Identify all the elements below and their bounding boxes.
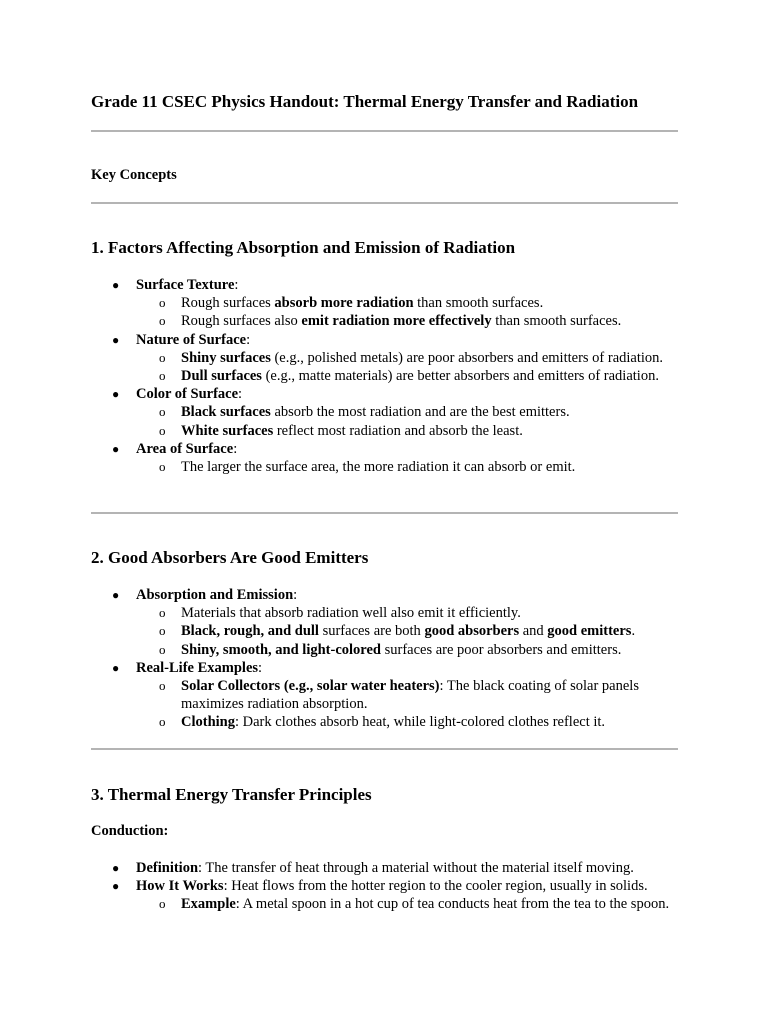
item-text: The larger the surface area, the more radiation it can absorb or emit. bbox=[181, 459, 576, 476]
section-1-heading: 1. Factors Affecting Absorption and Emission of Radiation bbox=[91, 238, 516, 257]
bullet-icon: ● bbox=[112, 660, 120, 675]
item-label: How It Works bbox=[136, 878, 224, 895]
section-1-list bbox=[91, 276, 678, 476]
divider bbox=[91, 202, 678, 204]
item-text: than smooth surfaces. bbox=[491, 313, 622, 330]
item-emphasis: Shiny surfaces bbox=[181, 349, 271, 366]
circle-bullet-icon: o bbox=[159, 714, 166, 730]
list-item bbox=[136, 349, 678, 367]
item-label: Absorption and Emission bbox=[136, 587, 294, 603]
circle-bullet-icon: o bbox=[159, 623, 166, 639]
bullet-icon: ● bbox=[112, 441, 120, 456]
item-emphasis: Black surfaces bbox=[181, 404, 271, 421]
list-item bbox=[91, 877, 678, 913]
list-item bbox=[136, 367, 678, 385]
sub-list bbox=[136, 458, 678, 476]
circle-bullet-icon: o bbox=[159, 678, 166, 694]
circle-bullet-icon: o bbox=[159, 459, 166, 475]
section-2-heading: 2. Good Absorbers Are Good Emitters bbox=[91, 548, 369, 567]
list-item bbox=[136, 622, 678, 640]
item-label: Area of Surface bbox=[136, 440, 234, 457]
list-item bbox=[136, 403, 678, 421]
item-text: than smooth surfaces. bbox=[413, 295, 544, 312]
bullet-icon: ● bbox=[112, 879, 120, 894]
item-emphasis: White surfaces bbox=[181, 422, 274, 439]
item-label: Color of Surface bbox=[136, 386, 239, 403]
sub-list bbox=[136, 604, 678, 659]
circle-bullet-icon: o bbox=[159, 404, 166, 420]
list-item bbox=[136, 713, 678, 731]
circle-bullet-icon: o bbox=[159, 641, 166, 657]
item-text: (e.g., polished metals) are poor absorbers and emitters of radiation. bbox=[270, 349, 664, 366]
list-item bbox=[136, 312, 678, 330]
sub-list bbox=[136, 895, 678, 913]
item-emphasis: absorb more radiation bbox=[274, 295, 414, 312]
bullet-icon: ● bbox=[112, 332, 120, 347]
item-text: : The transfer of heat through a material without the material itself moving. bbox=[198, 860, 634, 876]
key-concepts-heading: Key Concepts bbox=[91, 167, 177, 183]
list-item: ● Absorption and Emission: o Materials that absorb radiation well also emit it efficiently. o Black, rough, and dull surfaces are both good absorbers and good emitters. o Shiny, smooth, and light-colored surfaces are poor absorbers and emitters. bbox=[91, 586, 678, 659]
sub-list bbox=[136, 403, 678, 439]
item-text: (e.g., matte materials) are better absorbers and emitters of radiation. bbox=[261, 368, 659, 385]
item-label: Real-Life Examples bbox=[136, 659, 259, 676]
item-emphasis: good emitters bbox=[547, 623, 632, 640]
item-text: and bbox=[519, 623, 548, 640]
item-emphasis: good absorbers bbox=[424, 623, 520, 640]
item-text: : A metal spoon in a hot cup of tea conducts heat from the tea to the spoon. bbox=[235, 896, 670, 913]
list-item: ● Nature of Surface: o Shiny surfaces (e.g., polished metals) are poor absorbers and emitters of radiation. o Dull surfaces (e.g., matte materials) are better absorbers and emitters of radiation. bbox=[91, 331, 678, 386]
item-text: reflect most radiation and absorb the least. bbox=[273, 422, 523, 439]
list-item: ● Surface Texture: o Rough surfaces absorb more radiation than smooth surfaces. o Rough surfaces also emit radiation more effectively than smooth surfaces. bbox=[91, 276, 678, 331]
item-text: Rough surfaces bbox=[181, 295, 275, 312]
item-text: . bbox=[631, 623, 636, 640]
circle-bullet-icon: o bbox=[159, 313, 166, 329]
circle-bullet-icon: o bbox=[159, 295, 166, 311]
list-item bbox=[136, 422, 678, 440]
bullet-icon: ● bbox=[112, 588, 120, 602]
item-label: Nature of Surface bbox=[136, 331, 247, 348]
item-emphasis: Black, rough, and dull bbox=[181, 623, 319, 640]
section-3-heading: 3. Thermal Energy Transfer Principles bbox=[91, 785, 372, 804]
item-emphasis: Shiny, smooth, and light-colored bbox=[181, 641, 381, 658]
divider bbox=[91, 130, 678, 132]
list-item bbox=[136, 677, 678, 713]
conduction-subheading: Conduction: bbox=[91, 823, 169, 839]
item-text: surfaces are both bbox=[318, 623, 425, 640]
item-label: Definition bbox=[136, 860, 199, 876]
bullet-icon: ● bbox=[112, 861, 120, 875]
sub-list bbox=[136, 294, 678, 330]
section-3-list bbox=[91, 859, 678, 914]
sub-list bbox=[136, 349, 678, 385]
list-item bbox=[136, 604, 678, 622]
item-emphasis: Dull surfaces bbox=[181, 368, 262, 385]
item-label: Surface Texture bbox=[136, 277, 235, 293]
list-item bbox=[91, 859, 678, 877]
list-item: ● Real-Life Examples: o Solar Collectors (e.g., solar water heaters): The black coating of solar panels maximizes radiation absorption. o Clothing: Dark clothes absorb heat, while light-colored clothes reflect it. bbox=[91, 659, 678, 732]
item-emphasis: Example bbox=[181, 896, 236, 913]
list-item bbox=[136, 294, 678, 312]
item-text: : Dark clothes absorb heat, while light-colored clothes reflect it. bbox=[235, 714, 606, 731]
item-text: Materials that absorb radiation well also emit it efficiently. bbox=[181, 605, 521, 622]
sub-list bbox=[136, 677, 678, 732]
section-2-list bbox=[91, 586, 678, 732]
item-text: absorb the most radiation and are the best emitters. bbox=[270, 404, 570, 421]
document-title: Grade 11 CSEC Physics Handout: Thermal Energy Transfer and Radiation bbox=[91, 92, 639, 111]
circle-bullet-icon: o bbox=[159, 422, 166, 438]
circle-bullet-icon: o bbox=[159, 896, 166, 912]
divider bbox=[91, 748, 678, 750]
list-item bbox=[136, 641, 678, 659]
list-item bbox=[136, 895, 678, 913]
item-text: : The black coating of solar panels maximizes radiation absorption. bbox=[181, 678, 639, 713]
item-emphasis: Clothing bbox=[181, 714, 235, 731]
circle-bullet-icon: o bbox=[159, 605, 166, 621]
divider bbox=[91, 512, 678, 514]
item-text: : Heat flows from the hotter region to the cooler region, usually in solids. bbox=[223, 878, 648, 895]
circle-bullet-icon: o bbox=[159, 349, 166, 365]
list-item: ● Area of Surface: o The larger the surface area, the more radiation it can absorb or emit. bbox=[91, 440, 678, 476]
item-emphasis: Solar Collectors (e.g., solar water heaters) bbox=[181, 678, 440, 695]
bullet-icon: ● bbox=[112, 278, 120, 292]
item-emphasis: emit radiation more effectively bbox=[301, 313, 492, 330]
bullet-icon: ● bbox=[112, 387, 120, 402]
list-item: ● Color of Surface: o Black surfaces absorb the most radiation and are the best emitters. o White surfaces reflect most radiation and absorb the least. bbox=[91, 385, 678, 440]
circle-bullet-icon: o bbox=[159, 368, 166, 384]
item-text: Rough surfaces also bbox=[181, 313, 302, 330]
item-text: surfaces are poor absorbers and emitters. bbox=[380, 641, 622, 658]
list-item bbox=[136, 458, 678, 476]
